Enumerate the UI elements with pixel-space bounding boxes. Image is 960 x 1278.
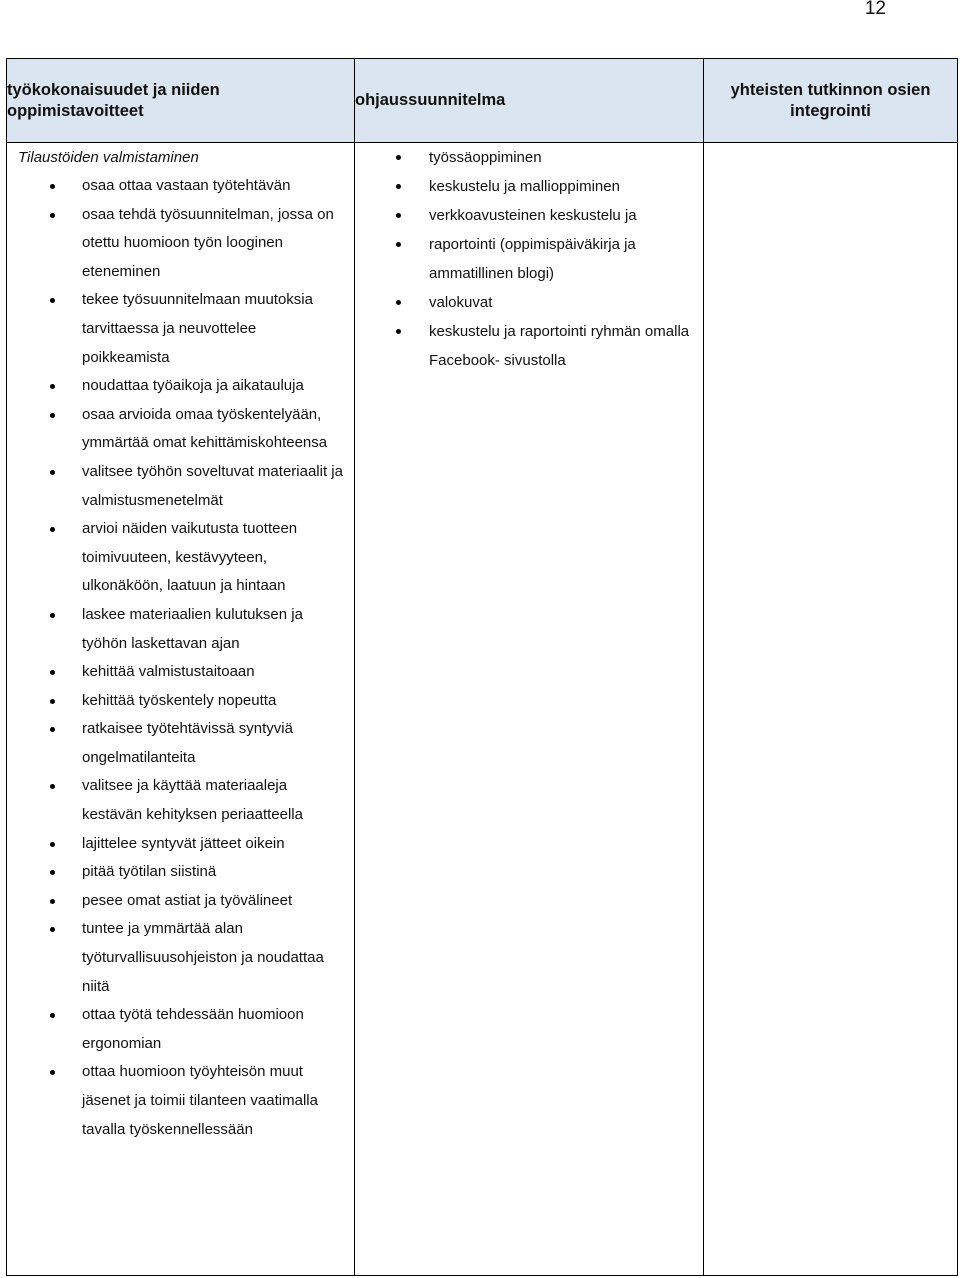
objective-item: tuntee ja ymmärtää alan työturvallisuusohjeiston ja noudattaa niitä (7, 915, 354, 1001)
curriculum-table (6, 58, 958, 1276)
objectives-list (7, 172, 354, 1144)
objective-item: pesee omat astiat ja työvälineet (7, 887, 354, 916)
method-item: valokuvat (355, 288, 703, 317)
objective-item: ottaa työtä tehdessään huomioon ergonomian (7, 1001, 354, 1058)
integration-cell (704, 143, 958, 1276)
objective-item: ottaa huomioon työyhteisön muut jäsenet ja toimii tilanteen vaatimalla tavalla työskennellessään (7, 1058, 354, 1144)
objective-item: osaa arvioida omaa työskentelyään, ymmärtää omat kehittämiskohteensa (7, 401, 354, 458)
section-title: Tilaustöiden valmistaminen (18, 149, 199, 166)
table-body-row (7, 143, 958, 1276)
objective-item: kehittää valmistustaitoaan (7, 658, 354, 687)
objective-item: lajittelee syntyvät jätteet oikein (7, 830, 354, 859)
methods-list (355, 143, 703, 375)
table-header-row (7, 59, 958, 143)
method-item: keskustelu ja raportointi ryhmän omalla Facebook- sivustolla (355, 317, 703, 375)
method-item: raportointi (oppimispäiväkirja ja ammatillinen blogi) (355, 230, 703, 288)
method-item: työssäoppiminen (355, 143, 703, 172)
method-item: keskustelu ja mallioppiminen (355, 172, 703, 201)
objective-item: arvioi näiden vaikutusta tuotteen toimivuuteen, kestävyyteen, ulkonäköön, laatuun ja hintaan (7, 515, 354, 601)
objective-item: noudattaa työaikoja ja aikatauluja (7, 372, 354, 401)
objective-item: laskee materiaalien kulutuksen ja työhön laskettavan ajan (7, 601, 354, 658)
methods-cell (355, 143, 704, 1276)
objectives-cell (7, 143, 355, 1276)
objective-item: pitää työtilan siistinä (7, 858, 354, 887)
objective-item: osaa ottaa vastaan työtehtävän (7, 172, 354, 201)
method-item: verkkoavusteinen keskustelu ja (355, 201, 703, 230)
objective-item: ratkaisee työtehtävissä syntyviä ongelmatilanteita (7, 715, 354, 772)
header-guidance-plan: ohjaussuunnitelma (355, 59, 704, 143)
header-learning-goals: työkokonaisuudet ja niiden oppimistavoitteet (7, 59, 355, 143)
objective-item: valitsee ja käyttää materiaaleja kestävän kehityksen periaatteella (7, 772, 354, 829)
objective-item: osaa tehdä työsuunnitelman, jossa on otettu huomioon työn looginen eteneminen (7, 201, 354, 287)
page-number: 12 (864, 0, 886, 19)
header-integration: yhteisten tutkinnon osien integrointi (704, 59, 958, 143)
objective-item: tekee työsuunnitelmaan muutoksia tarvittaessa ja neuvottelee poikkeamista (7, 286, 354, 372)
objective-item: valitsee työhön soveltuvat materiaalit ja valmistusmenetelmät (7, 458, 354, 515)
objective-item: kehittää työskentely nopeutta (7, 687, 354, 716)
